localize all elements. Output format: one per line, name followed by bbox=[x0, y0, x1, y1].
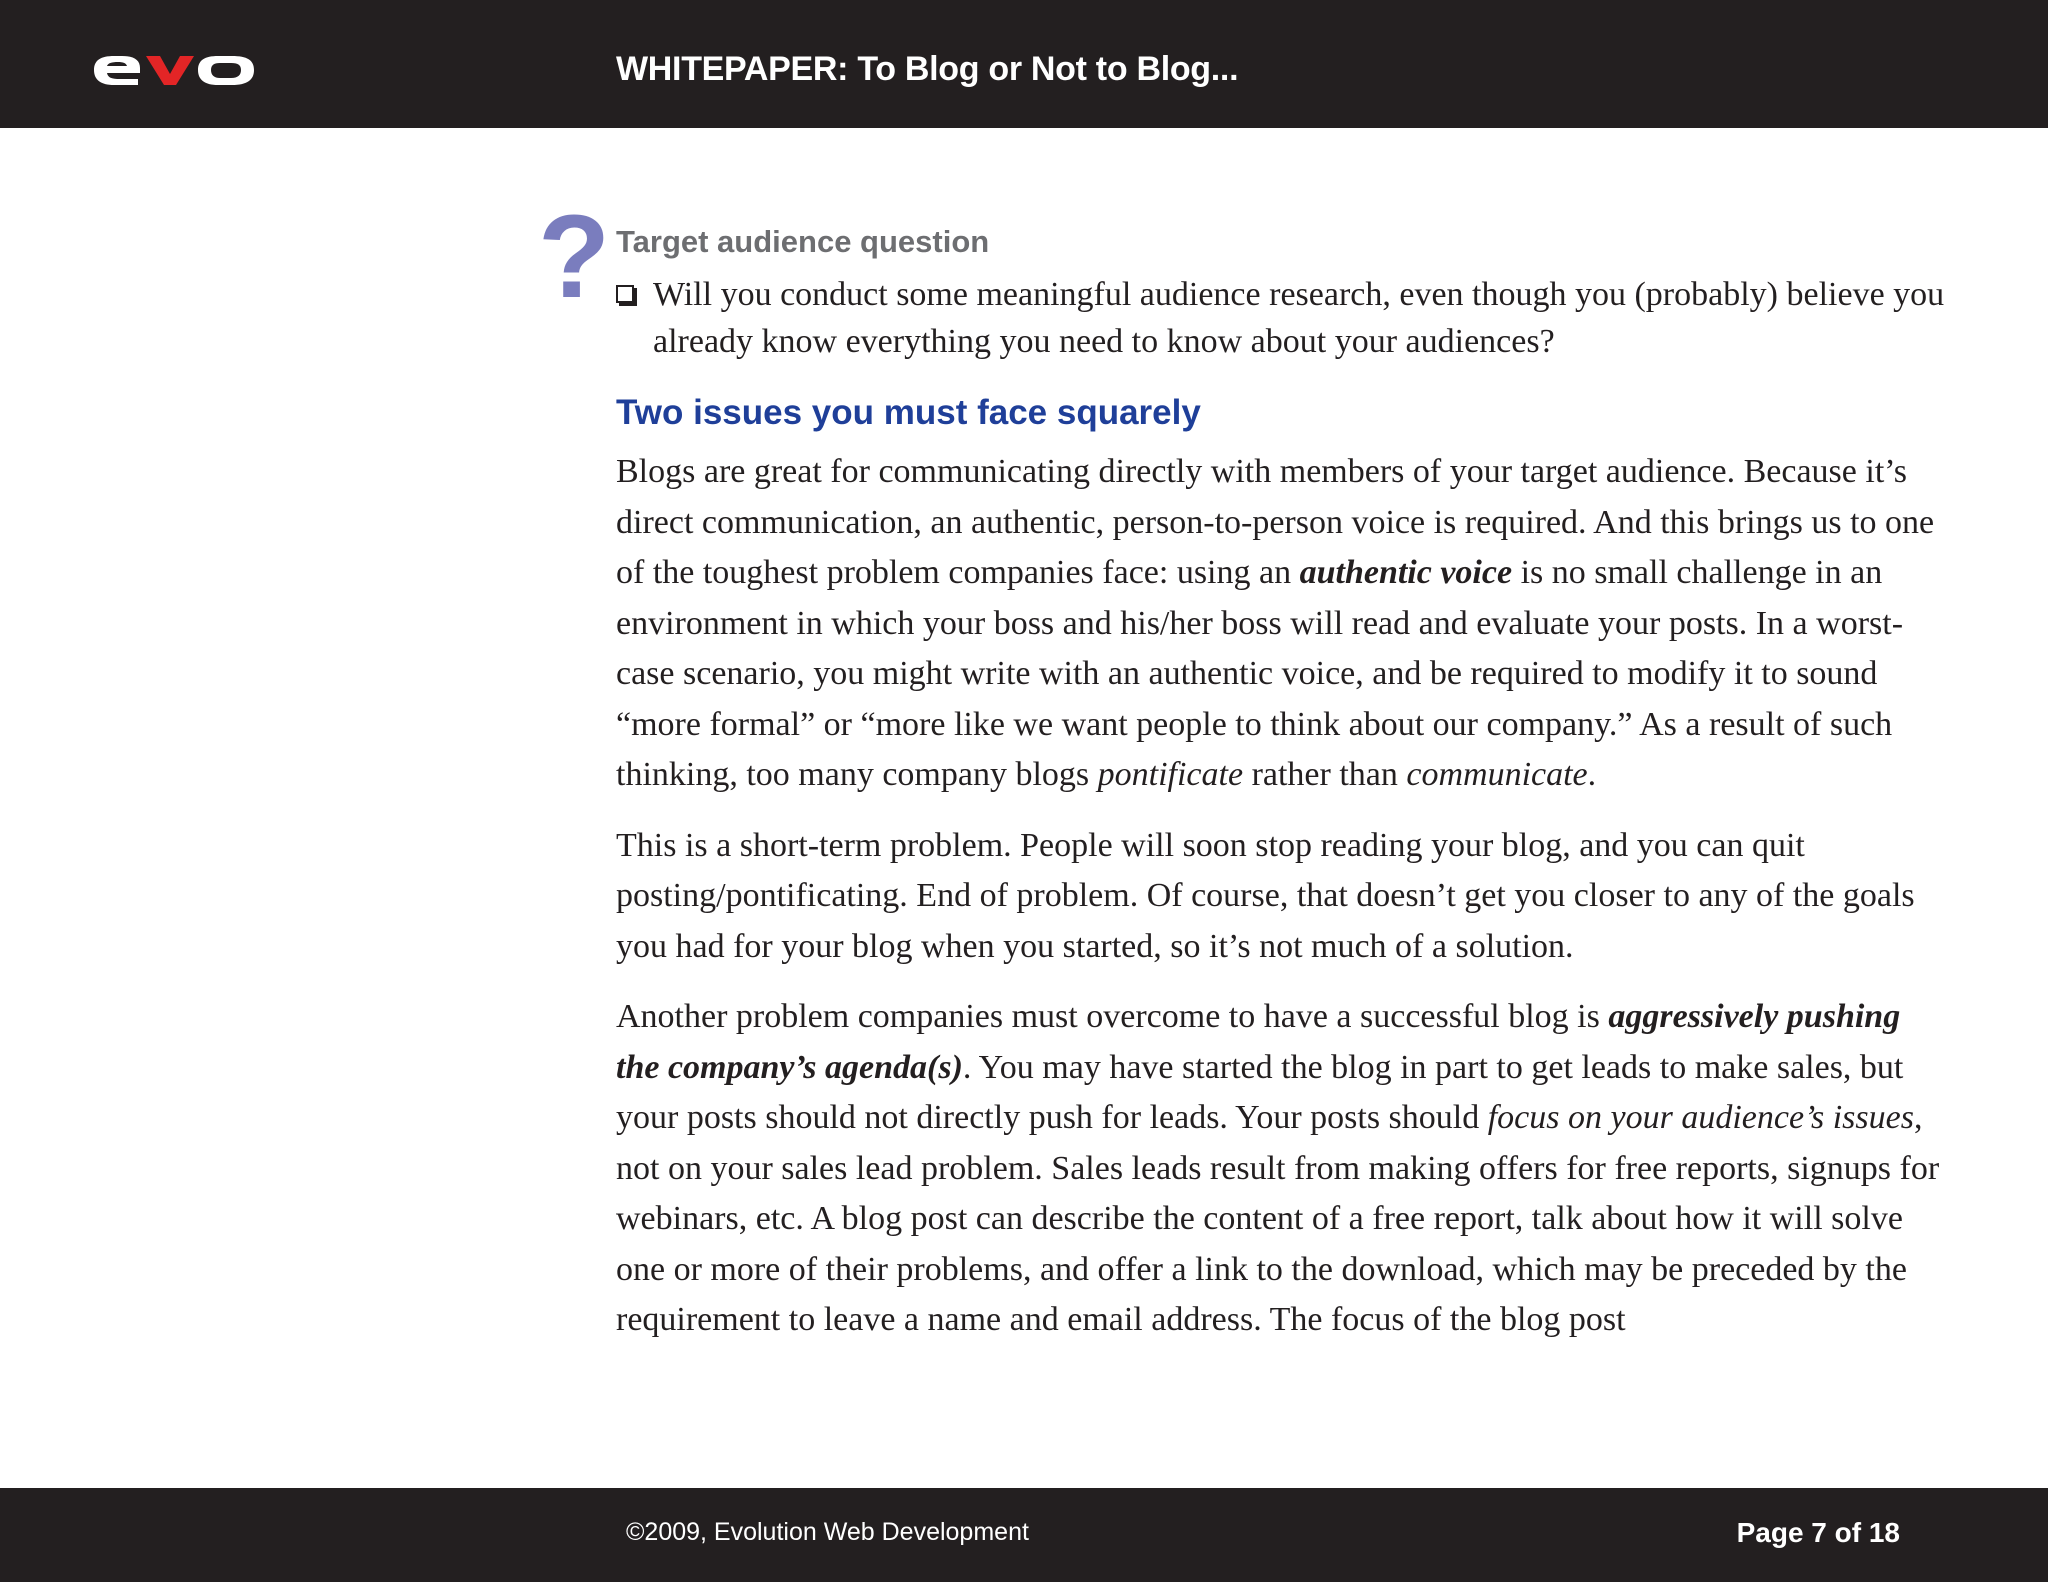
text-run: . You may have started the blog in part to get leads to make sales, but your posts should not directly push for leads. Your posts should bbox=[616, 1048, 1904, 1136]
paragraph-short-term-problem: This is a short-term problem. People will soon stop reading your blog, and you can quit posting/pontificating. End of problem. Of course, that doesn’t get you closer to any of the goals you had for your blog when you started, so it’s not much of a solution. bbox=[616, 826, 1915, 965]
text-run: , not on your sales lead problem. Sales leads result from making offers for free reports, signups for webinars, etc. A blog post can describe the content of a free report, talk about how it will solve one or more of their problems, and offer a link to the download, which may be preceded by the requirement to leave a name and email address. The focus of the blog post bbox=[616, 1099, 1940, 1338]
header-bar bbox=[0, 0, 2048, 128]
document-title: WHITEPAPER: To Blog or Not to Blog... bbox=[616, 50, 1239, 88]
paragraph-company-agenda bbox=[616, 992, 1946, 1346]
copyright-text: ©2009, Evolution Web Development bbox=[626, 1518, 1029, 1546]
emphasis-aggressively-pushing: aggressively pushing the company’s agenda(s) bbox=[616, 998, 1901, 1086]
text-run: is no small challenge in an environment in which your boss and his/her boss will read and evaluate your posts. In a worst-case scenario, you might write with an authentic voice, and be required to modify it to sound “more formal” or “more like we want people to think about our company.” As a result of such thinking, too many company blogs bbox=[616, 554, 1904, 793]
evo-logo bbox=[92, 54, 256, 86]
page-number: Page 7 of 18 bbox=[1736, 1517, 1900, 1548]
text-run: . bbox=[1587, 756, 1597, 793]
footer-bar bbox=[0, 1488, 2048, 1582]
target-audience-heading: Target audience question bbox=[616, 224, 990, 259]
page-content bbox=[616, 222, 1946, 1366]
paragraph-authentic-voice bbox=[616, 447, 1946, 801]
emphasis-pontificate: pontificate bbox=[1097, 756, 1244, 793]
question-mark-icon: ? bbox=[538, 191, 611, 323]
emphasis-communicate: communicate bbox=[1406, 756, 1588, 793]
checklist-item bbox=[616, 271, 1946, 365]
checkbox-icon bbox=[616, 285, 634, 303]
text-run: Blogs are great for communicating directly with members of your target audience. Because it’s direct communication, an authentic, person-to-person voice is required. And this brings us to one of the toughest problem companies face: using an bbox=[616, 453, 1935, 591]
section-heading: Two issues you must face squarely bbox=[616, 393, 1201, 432]
checklist-item-text: Will you conduct some meaningful audience research, even though you (probably) believe you already know everything you need to know about your audiences? bbox=[653, 276, 1945, 360]
emphasis-audience-issues: focus on your audience’s issues bbox=[1487, 1099, 1914, 1136]
emphasis-authentic-voice: authentic voice bbox=[1299, 554, 1513, 591]
text-run: Another problem companies must overcome to have a successful blog is bbox=[616, 998, 1609, 1035]
text-run: rather than bbox=[1243, 756, 1407, 793]
